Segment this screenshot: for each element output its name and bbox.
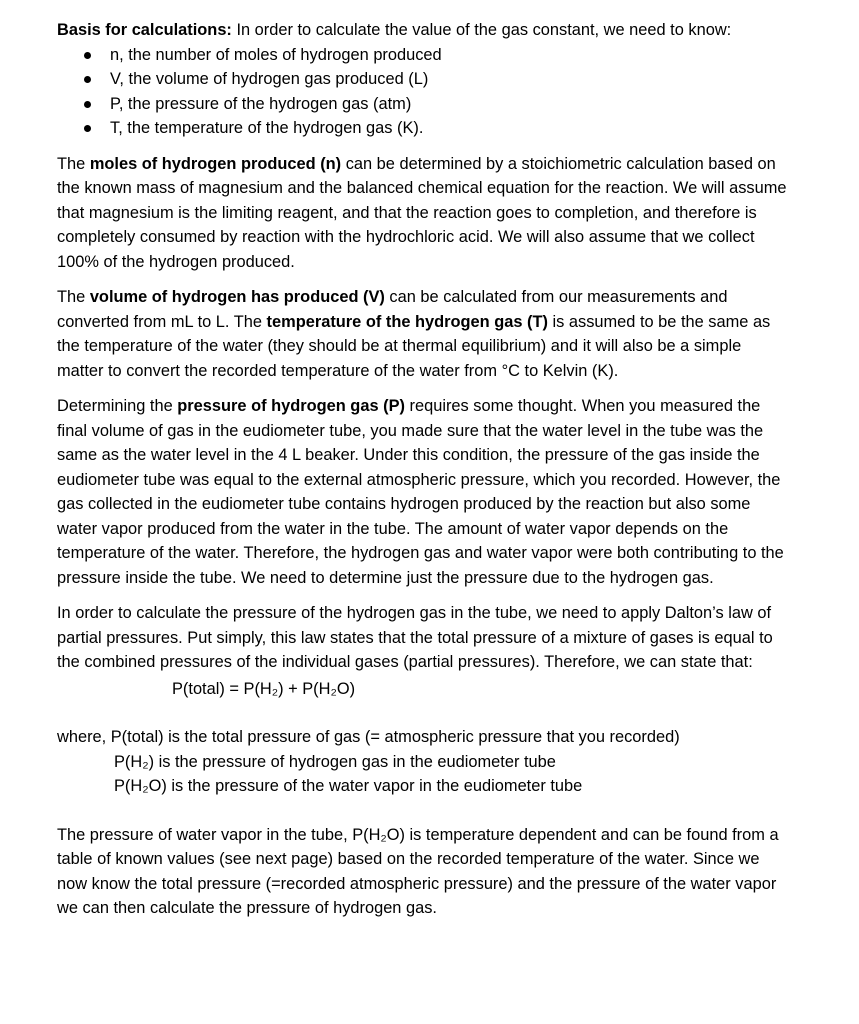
volume-paragraph: The volume of hydrogen has produced (V) can be calculated from our measurements and converted from mL to L. The temperature of the hydrogen gas (T) is assumed to be the same as the temperature of the water (they should be at thermal equilibrium) and it will also be a simple matter to convert the recorded temperature of the water from °C to Kelvin (K). xyxy=(57,288,771,380)
bullet-icon xyxy=(84,101,91,108)
definition-h2: P(H₂) is the pressure of hydrogen gas in the eudiometer tube xyxy=(114,752,556,771)
definition-total: where, P(total) is the total pressure of gas (= atmospheric pressure that you recorded) xyxy=(57,728,680,746)
bullet-icon xyxy=(84,125,91,132)
document-body xyxy=(57,18,792,921)
definition-h2o: P(H₂O) is the pressure of the water vapor in the eudiometer tube xyxy=(114,777,583,795)
list-item: P, the pressure of the hydrogen gas (atm) xyxy=(84,92,792,117)
vapor-paragraph: The pressure of water vapor in the tube, P(H₂O) is temperature dependent and can be found from a table of known values (see next page) based on the recorded temperature of the water. Since we now know the total pressure (=recorded atmospheric pressure) and the pressure of the water vapor we can then calculate the pressure of hydrogen gas. xyxy=(57,825,779,917)
basis-intro: In order to calculate the value of the gas constant, we need to know: xyxy=(231,21,732,39)
list-item: T, the temperature of the hydrogen gas (K). xyxy=(84,116,792,141)
bullet-icon xyxy=(84,76,91,83)
list-item: n, the number of moles of hydrogen produced xyxy=(84,43,792,68)
dalton-paragraph: In order to calculate the pressure of the hydrogen gas in the tube, we need to apply Dalton’s law of partial pressures. Put simply, this law states that the total pressure of a mixture of gases is equal to the combined pressures of the individual gases (partial pressures). Therefore, we can state that: xyxy=(57,604,773,671)
pressure-paragraph: Determining the pressure of hydrogen gas (P) requires some thought. When you measured the final volume of gas in the eudiometer tube, you made sure that the water level in the tube was the same as the water level in the 4 L beaker. Under this condition, the pressure of the gas inside the eudiometer tube was equal to the external atmospheric pressure, which you recorded. However, the gas collected in the eudiometer tube contains hydrogen produced by the reaction but also some water vapor produced from the water in the tube. The amount of water vapor depends on the temperature of the water. Therefore, the hydrogen gas and water vapor were both contributing to the pressure inside the tube. We need to determine just the pressure due to the hydrogen gas. xyxy=(57,397,784,587)
basis-label: Basis for calculations: xyxy=(57,21,232,39)
moles-paragraph: The moles of hydrogen produced (n) can be determined by a stoichiometric calculation based on the known mass of magnesium and the balanced chemical equation for the reaction. We will assume that magnesium is the limiting reagent, and that the reaction goes to completion, and therefore is completely consumed by reaction with the hydrochloric acid. We will also assume that we collect 100% of the hydrogen produced. xyxy=(57,154,787,271)
basis-paragraph xyxy=(57,18,792,43)
list-item: V, the volume of hydrogen gas produced (L) xyxy=(84,67,792,92)
dalton-equation: P(total) = P(H₂) + P(H₂O) xyxy=(172,679,356,698)
bullet-icon xyxy=(84,52,91,59)
requirements-list xyxy=(57,43,792,141)
